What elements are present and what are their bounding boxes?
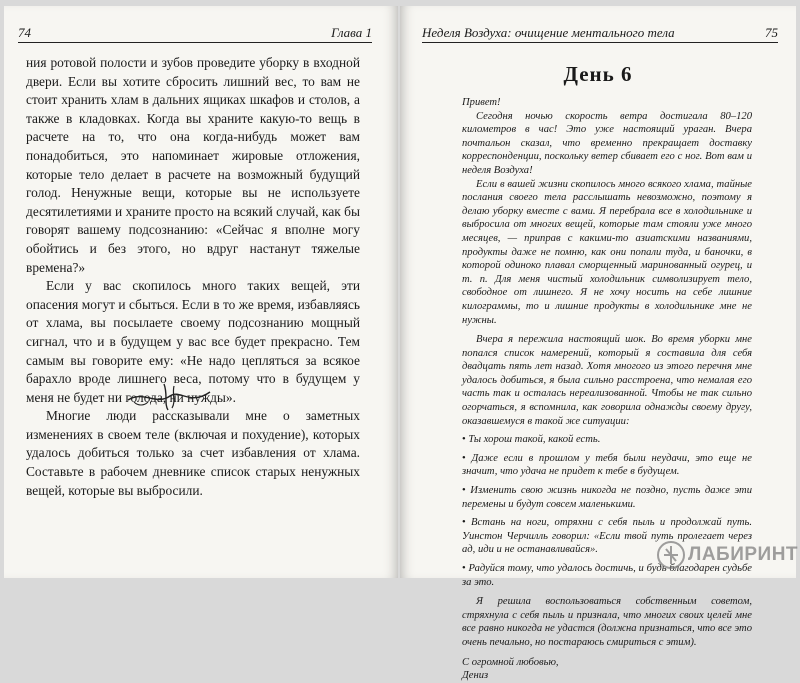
left-paragraph: Если у вас скопилось много таких вещей, эти опасения могут и сбыться. Если в то же время, избавляясь от хлама, вы посылаете своему подсознанию мощный сигнал, что и в будущем у вас все будет прекрасно. Тем самым вы говорите ему: «Не надо цепляться за всякое барахло вроде лишнего веса, потому что в будущем у меня не будет ни голода, ни нужды». [26,278,360,405]
letter-paragraph: Сегодня ночью скорость ветра достигала 80–120 километров в час! Это уже настоящий ураган. Вчера почтальон сказал, что временно прекращает доставку корреспонденции, поскольку ветер сбивает его с ног. Вот вам и неделя Воздуха! [462,110,752,176]
left-running-header [18,24,372,43]
bullet-icon: • [462,563,466,574]
bullet-text: Встань на ноги, отряхни с себя пыль и продолжай путь. Уинстон Черчилль говорил: «Если твой путь пролегает через ад, иди и не останавливайся». [462,517,752,556]
letter-signoff: С огромной любовью, [462,656,559,668]
bullet-icon: • [462,452,466,464]
left-running-head: Глава 1 [331,25,372,40]
bullet-text: Даже если в прошлом у тебя были неудачи, это еще не значит, что удача не придет к тебе в будущем. [462,452,752,478]
left-body-text [26,54,360,500]
bullet-text: Изменить свою жизнь никогда не поздно, пусть даже эти перемены и будут совсем маленькими. [462,485,753,510]
bullet-item [462,433,752,447]
letter-paragraph: Я решила воспользоваться собственным советом, стряхнула с себя пыль и признала, что многих своих целей мне все равно никогда не удастся (должна признаться, что все это очень печально, но постараюсь смириться с этим). [462,596,752,648]
left-paragraph: Многие люди рассказывали мне о заметных изменениях в своем теле (включая и похудение), которых удалось добиться только за счет избавления от хлама. Составьте в рабочем дневнике список старых ненужных вещей, которые вы выбросили. [26,408,360,498]
bullet-text: Ты хорош такой, какой есть. [468,434,601,446]
bullet-item [462,484,752,511]
letter-paragraph: Вчера я пережила настоящий шок. Во время уборки мне попался список намерений, который я составила для себя двадцать пять лет назад. Хотя многого из этого перечня мне удалось добиться, я была сильно расстроена, что немалая его часть так и осталась нереализованной. Чтобы не так сильно огорчаться, я вспомнила, как говорила однажды своему другу, оказавшемуся в такой же ситуации: [462,334,752,427]
flourish-ornament [124,380,214,412]
bullet-icon: • [462,434,466,446]
right-page-number: 75 [765,25,778,40]
left-paragraph: ния ротовой полости и зубов проведите уборку в входной двери. Если вы хотите сбросить лишний вес, то вам не стоит хранить хлам в дальних ящиках шкафов и столов, а также в кладовках. Когда вы храните какую-то вещь в расчете на то, что она когда-нибудь может вам понадобиться, это напоминает жировые отложения, которые тело делает в расчете на возможный будущий голод. Ненужные вещи, которые вы не используете десятилетиями и храните просто на всякий случай, как бы говорят вашему подсознанию: «Сейчас я вполне могу обойтись и без этого, но вдруг настанут тяжелые времена?» [26,55,360,275]
left-page-number: 74 [18,25,31,40]
letter-paragraph: Если в вашей жизни скопилось много всякого хлама, тайные послания своего тела расслышать невозможно, поэтому я делаю уборку вместе с вами. Я перебрала все в холодильнике и выбросила от многих вещей, которые там стояли уже много месяцев, — приправ с какими-то азиатскими названиями, продукты даже не помню, как они попали туда, и баночки, в которой одиноко плавал сморщенный маринованный огурец, и т. п. Для меня чистый холодильник символизирует тело, свободное от лишнего. Я не хочу носить на себе лишние килограммы, то и лишние продукты в холодильнике мне не нужны. [462,178,752,326]
left-page [4,6,398,578]
bullet-icon: • [462,517,466,529]
day-title: День 6 [563,62,633,86]
labirint-watermark [650,538,799,572]
bullet-icon: • [462,485,466,497]
letter-body [462,96,752,683]
letter-greeting: Привет! [462,97,501,108]
letter-signature: Дениз [462,670,489,682]
right-running-header [422,24,778,43]
watermark-text: ЛАБИРИНТ [688,544,799,565]
bullet-item [462,452,752,479]
bullet-text: Радуйся тому, что удалось достичь, и будь благодарен судьбе за это. [462,563,753,588]
right-running-head: Неделя Воздуха: очищение ментального тела [422,25,675,40]
right-page [400,6,799,682]
labirint-logo-icon [656,540,686,570]
